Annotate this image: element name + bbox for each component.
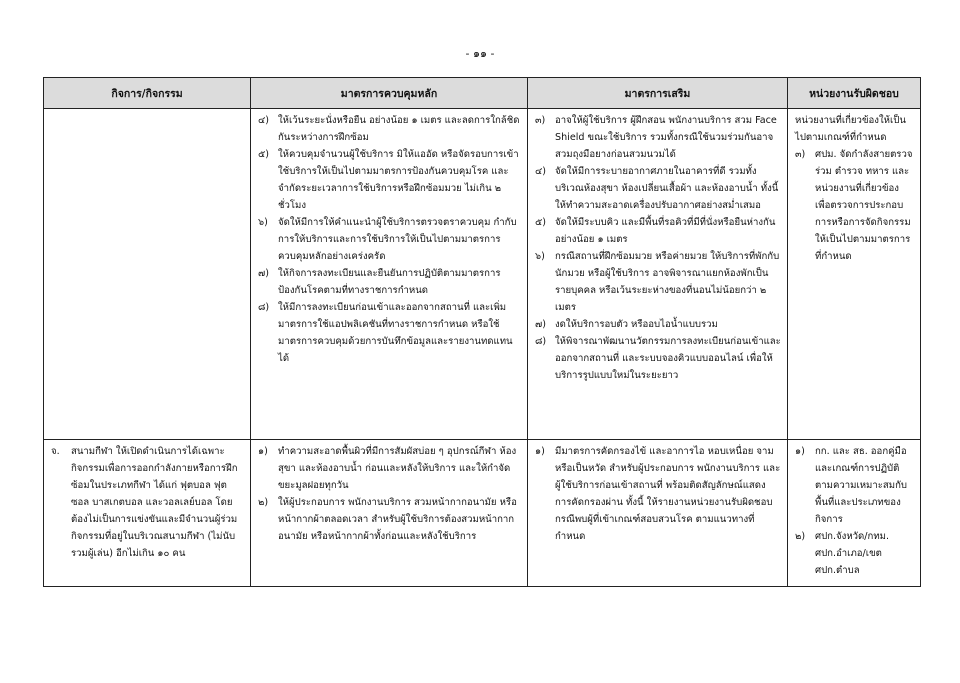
- table-header-row: [44, 78, 921, 109]
- item-text: ทำความสะอาดพื้นผิวที่มีการสัมผัสบ่อย ๆ อุปกรณ์กีฬา ห้องสุขา และห้องอาบน้ำ ก่อนและหลังให้บริการ และให้กำจัดขยะมูลฝอยทุกวัน: [278, 446, 517, 491]
- list-item: [258, 265, 521, 299]
- list-item: [535, 333, 781, 384]
- item-text: กรณีสถานที่ฝึกซ้อมมวย หรือค่ายมวย ให้บริการที่พักกับนักมวย หรือผู้ใช้บริการ อาจพิจารณาแยกห้องพักเป็นรายบุคคล หรือเว้นระยะห่างของที่นอนไม่น้อยกว่า ๒ เมตร: [555, 251, 780, 313]
- item-text: ศปก.จังหวัด/กทม. ศปก.อำเภอ/เขต ศปก.ตำบล: [815, 531, 890, 576]
- list-item: [535, 214, 781, 248]
- list-item: [795, 528, 914, 579]
- list-item: [795, 443, 914, 528]
- item-number: ๘): [258, 302, 270, 313]
- list-item: [258, 112, 521, 146]
- item-number: ๒): [258, 497, 269, 508]
- header-activity: กิจการ/กิจกรรม: [44, 78, 251, 109]
- list-item: [51, 443, 244, 562]
- page-number: - ๑๑ -: [465, 47, 495, 60]
- item-text: ให้ควบคุมจำนวนผู้ใช้บริการ มิให้แออัด หรือจัดรอบการเข้าใช้บริการให้เป็นไปตามมาตรการป้องกันควบคุมโรค และจำกัดระยะเวลาการใช้บริการหรือฝึกซ้อมมวย ไม่เกิน ๒ ชั่วโมง: [278, 149, 519, 211]
- item-text: ให้เว้นระยะนั่งหรือยืน อย่างน้อย ๑ เมตร และลดการใกล้ชิดกันระหว่างการฝึกซ้อม: [278, 115, 520, 143]
- item-text: หน่วยงานที่เกี่ยวข้องให้เป็นไปตามเกณฑ์ที่กำหนด: [795, 115, 906, 143]
- item-number: ๑): [535, 446, 545, 457]
- item-text: จัดให้มีการให้คำแนะนำผู้ใช้บริการตรวจตราควบคุม กำกับการให้บริการและการใช้บริการให้เป็นไปตามมาตรการควบคุมหลักอย่างเคร่งครัด: [278, 217, 517, 262]
- activity-cell: [44, 440, 251, 587]
- item-number: จ.: [51, 446, 60, 457]
- item-text: กก. และ สธ. ออกคู่มือและเกณฑ์การปฏิบัติตามความเหมาะสมกับพื้นที่และประเภทของกิจการ: [815, 446, 908, 525]
- item-number: ๑): [258, 446, 268, 457]
- table-row: [44, 440, 921, 587]
- item-text: ให้พิจารณาพัฒนานวัตกรรมการลงทะเบียนก่อนเข้าและออกจากสถานที่ และระบบจองคิวแบบออนไลน์ เพื่อให้บริการรูปแบบใหม่ในระยะยาว: [555, 336, 781, 381]
- extra-measures-cell: [528, 109, 788, 440]
- item-text: สนามกีฬา ให้เปิดดำเนินการได้เฉพาะกิจกรรมเพื่อการออกกำลังกายหรือการฝึกซ้อมในประเภทกีฬา ได้แก่ ฟุตบอล ฟุตซอล บาสเกตบอล และวอลเลย์บอล โดยต้องไม่เป็นการแข่งขันและมีจำนวนผู้ร่วมกิจกรรมที่อยู่ในบริเวณสนามกีฬา (ไม่นับรวมผู้เล่น) อีกไม่เกิน ๑๐ คน: [71, 446, 238, 559]
- item-number: ๘): [535, 336, 547, 347]
- agency-cell: [788, 109, 921, 440]
- list-item: [535, 112, 781, 163]
- list-item: [258, 146, 521, 214]
- main-measures-cell: [251, 440, 528, 587]
- list-item: [535, 163, 781, 214]
- agency-cell: [788, 440, 921, 587]
- header-extra-measures: มาตรการเสริม: [528, 78, 788, 109]
- item-number: ๗): [258, 268, 269, 279]
- item-number: ๖): [535, 251, 545, 262]
- list-item: [795, 112, 914, 146]
- item-number: ๒): [795, 531, 806, 542]
- item-number: ๓): [535, 115, 546, 126]
- list-item: [535, 443, 781, 545]
- item-number: ๔): [535, 166, 547, 177]
- item-number: ๗): [535, 319, 546, 330]
- item-text: ให้ผู้ประกอบการ พนักงานบริการ สวมหน้ากากอนามัย หรือหน้ากากผ้าตลอดเวลา สำหรับผู้ใช้บริการต้องสวมหน้ากากอนามัย หรือหน้ากากผ้าทั้งก่อนและหลังใช้บริการ: [278, 497, 517, 542]
- item-number: ๕): [258, 149, 270, 160]
- header-agency: หน่วยงานรับผิดชอบ: [788, 78, 921, 109]
- list-item: [258, 299, 521, 367]
- list-item: [535, 248, 781, 316]
- item-text: มีมาตรการคัดกรองไข้ และอาการไอ หอบเหนื่อย จาม หรือเป็นหวัด สำหรับผู้ประกอบการ พนักงานบริการ และผู้ใช้บริการก่อนเข้าสถานที่ พร้อมติดสัญลักษณ์แสดงการคัดกรองผ่าน ทั้งนี้ ให้รายงานหน่วยงานรับผิดชอบ กรณีพบผู้ที่เข้าเกณฑ์สอบสวนโรค ตามแนวทางที่กำหนด: [555, 446, 781, 542]
- list-item: [258, 443, 521, 494]
- item-text: จัดให้มีการระบายอากาศภายในอาคารที่ดี รวมทั้งบริเวณห้องสุขา ห้องเปลี่ยนเสื้อผ้า และห้องอาบน้ำ ทั้งนี้ ให้ทำความสะอาดเครื่องปรับอากาศอย่างสม่ำเสมอ: [555, 166, 779, 211]
- item-number: ๔): [258, 115, 270, 126]
- item-number: ๓): [795, 149, 806, 160]
- list-item: [258, 214, 521, 265]
- activity-cell: [44, 109, 251, 440]
- item-text: ให้มีการลงทะเบียนก่อนเข้าและออกจากสถานที่ และเพิ่มมาตรการใช้แอปพลิเคชันที่ทางราชการกำหนด หรือใช้มาตรการควบคุมด้วยการบันทึกข้อมูลและรายงานทดแทนได้: [278, 302, 513, 364]
- measures-table: [43, 77, 921, 587]
- item-text: จัดให้มีระบบคิว และมีพื้นที่รอคิวที่มีที่นั่งหรือยืนห่างกัน อย่างน้อย ๑ เมตร: [555, 217, 776, 245]
- item-text: ศปม. จัดกำลังสายตรวจร่วม ตำรวจ ทหาร และหน่วยงานที่เกี่ยวข้องเพื่อตรวจการประกอบการหรือการจัดกิจกรรมให้เป็นไปตามมาตรการที่กำหนด: [815, 149, 913, 262]
- header-main-measures: มาตรการควบคุมหลัก: [251, 78, 528, 109]
- item-number: ๕): [535, 217, 547, 228]
- extra-measures-cell: [528, 440, 788, 587]
- table-row: [44, 109, 921, 440]
- main-measures-cell: [251, 109, 528, 440]
- item-text: ให้กิจการลงทะเบียนและยืนยันการปฏิบัติตามมาตรการป้องกันโรคตามที่ทางราชการกำหนด: [278, 268, 501, 296]
- item-number: ๖): [258, 217, 268, 228]
- list-item: [795, 146, 914, 265]
- item-text: อาจให้ผู้ใช้บริการ ผู้ฝึกสอน พนักงานบริการ สวม Face Shield ขณะใช้บริการ รวมทั้งกรณีใช้นวมร่วมกันอาจสวมถุงมือยางก่อนสวมนวมได้: [555, 115, 777, 160]
- list-item: [535, 316, 781, 333]
- item-text: งดให้บริการอบตัว หรืออบไอน้ำแบบรวม: [555, 319, 718, 330]
- item-number: ๑): [795, 446, 805, 457]
- list-item: [258, 494, 521, 545]
